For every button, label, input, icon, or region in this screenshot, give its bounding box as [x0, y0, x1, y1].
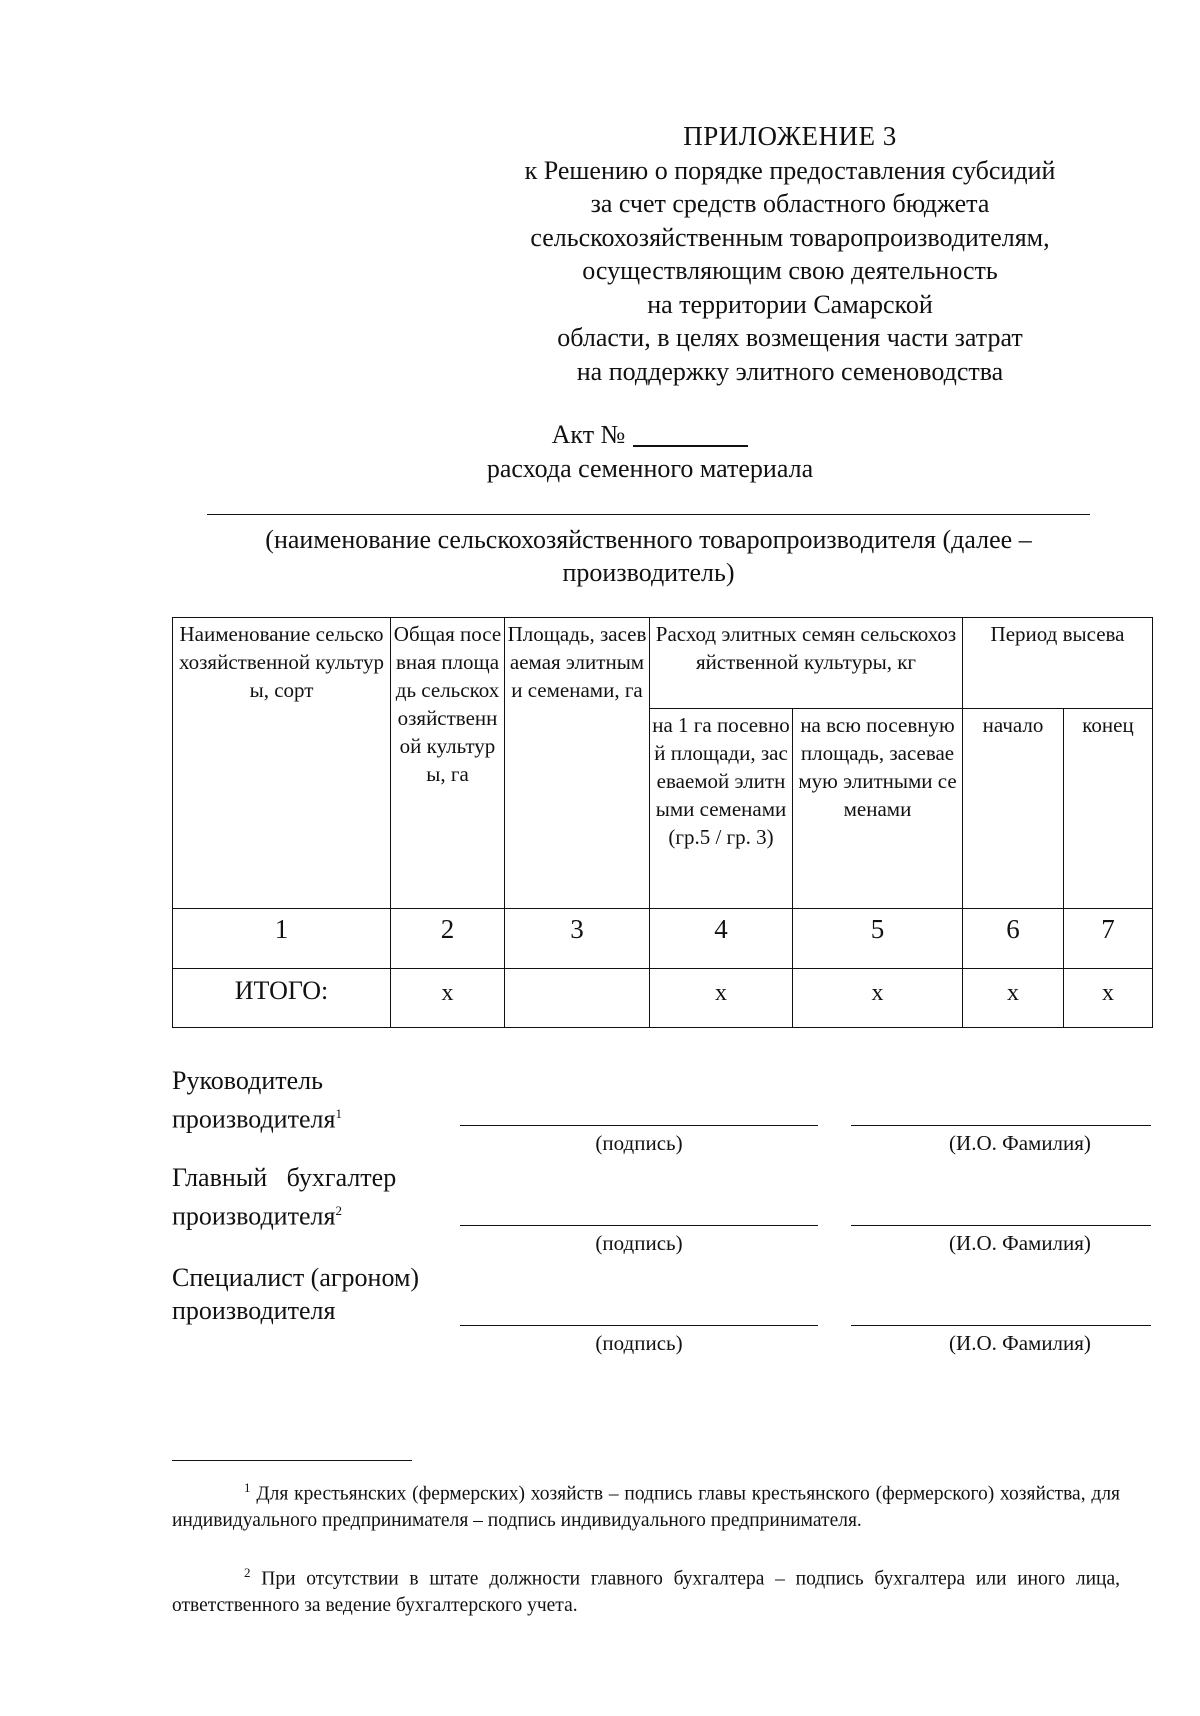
name-line	[851, 1125, 1151, 1126]
signature-role-director	[172, 1064, 342, 1136]
signature-line	[460, 1225, 818, 1226]
total-cell	[505, 969, 650, 1028]
heading-line: на территории Самарской	[647, 289, 933, 319]
total-cell: х	[793, 969, 963, 1028]
total-cell: х	[650, 969, 793, 1028]
name-line	[851, 1325, 1151, 1326]
signature-role-accountant	[172, 1161, 396, 1233]
footnote-mark: 2	[244, 1565, 251, 1580]
signature-role-agronomist	[172, 1261, 419, 1327]
column-number: 2	[391, 909, 505, 969]
footnote-mark: 2	[335, 1203, 342, 1218]
act-subtitle: расхода семенного материала	[486, 454, 814, 483]
signature-caption: (подпись)	[595, 1131, 683, 1155]
column-number: 5	[793, 909, 963, 969]
total-cell: х	[963, 969, 1064, 1028]
role-line: Главный бухгалтер	[172, 1163, 397, 1192]
appendix-title: ПРИЛОЖЕНИЕ 3	[683, 121, 897, 151]
heading-line: сельскохозяйственным товаропроизводителям,	[530, 222, 1050, 252]
signature-line	[460, 1125, 818, 1126]
footnote-text: Для крестьянских (фермерских) хозяйств – подпись главы крестьянского (фермерского) хозяйства, для индивидуального предпринимателя – подпись индивидуального предпринимателя.	[172, 1483, 1121, 1531]
producer-name-line	[207, 514, 1090, 515]
name-caption: (И.О. Фамилия)	[949, 1131, 1091, 1155]
column-number: 3	[505, 909, 650, 969]
signature-caption: (подпись)	[595, 1231, 683, 1255]
heading-line: на поддержку элитного семеноводства	[576, 356, 1004, 386]
header-period-end: конец	[1064, 709, 1153, 909]
header-sowing-period: Период высева	[963, 618, 1153, 709]
heading-line: осуществляющим свою деятельность	[582, 256, 998, 285]
header-total-consumption: на всю посевную площадь, засеваемую элитными семенами	[793, 709, 963, 909]
role-line: Специалист (агроном)	[172, 1263, 420, 1292]
column-number-row	[173, 909, 1153, 969]
footnote-1	[172, 1475, 1120, 1534]
column-number: 1	[173, 909, 391, 969]
header-period-start: начало	[963, 709, 1064, 909]
header-crop-name: Наименование сельскохозяйственной культуры, сорт	[173, 618, 391, 909]
footnote-mark: 1	[244, 1480, 251, 1495]
seed-consumption-table	[172, 617, 1153, 1028]
role-line: Руководитель	[172, 1066, 323, 1095]
total-cell: х	[1064, 969, 1153, 1028]
column-number: 6	[963, 909, 1064, 969]
act-number-blank	[633, 419, 748, 447]
footnote-2	[172, 1560, 1120, 1619]
act-title	[370, 418, 930, 486]
header-per-hectare: на 1 га посевной площади, засеваемой элитными семенами (гр.5 / гр. 3)	[650, 709, 793, 909]
act-label: Акт №	[551, 420, 626, 449]
footnote-separator	[172, 1460, 412, 1461]
appendix-heading	[490, 120, 1090, 388]
column-number: 7	[1064, 909, 1153, 969]
header-seed-consumption: Расход элитных семян сельскохозяйственной культуры, кг	[650, 618, 963, 709]
role-line: производителя	[172, 1201, 336, 1231]
total-cell: х	[391, 969, 505, 1028]
signature-line	[460, 1325, 818, 1326]
header-total-area: Общая посевная площадь сельскохозяйственной культуры, га	[391, 618, 505, 909]
name-caption: (И.О. Фамилия)	[949, 1231, 1091, 1255]
header-elite-area: Площадь, засеваемая элитными семенами, га	[505, 618, 650, 909]
total-row	[173, 969, 1153, 1028]
role-line: производителя	[172, 1104, 336, 1134]
producer-name-caption: (наименование сельскохозяйственного товаропроизводителя (далее – производитель)	[265, 525, 1032, 587]
name-caption: (И.О. Фамилия)	[949, 1331, 1091, 1355]
signature-caption: (подпись)	[595, 1331, 683, 1355]
column-number: 4	[650, 909, 793, 969]
name-line	[851, 1225, 1151, 1226]
footnote-text: При отсутствии в штате должности главного бухгалтера – подпись бухгалтера или иного лица, ответственного за ведение бухгалтерского учета.	[172, 1568, 1120, 1616]
total-label: ИТОГО:	[173, 969, 391, 1028]
heading-line: за счет средств областного бюджета	[590, 189, 990, 218]
footnote-mark: 1	[335, 1106, 342, 1121]
heading-line: области, в целях возмещения части затрат	[557, 323, 1023, 352]
heading-line: к Решению о порядке предоставления субсидий	[524, 155, 1056, 185]
role-line: производителя	[172, 1296, 336, 1325]
